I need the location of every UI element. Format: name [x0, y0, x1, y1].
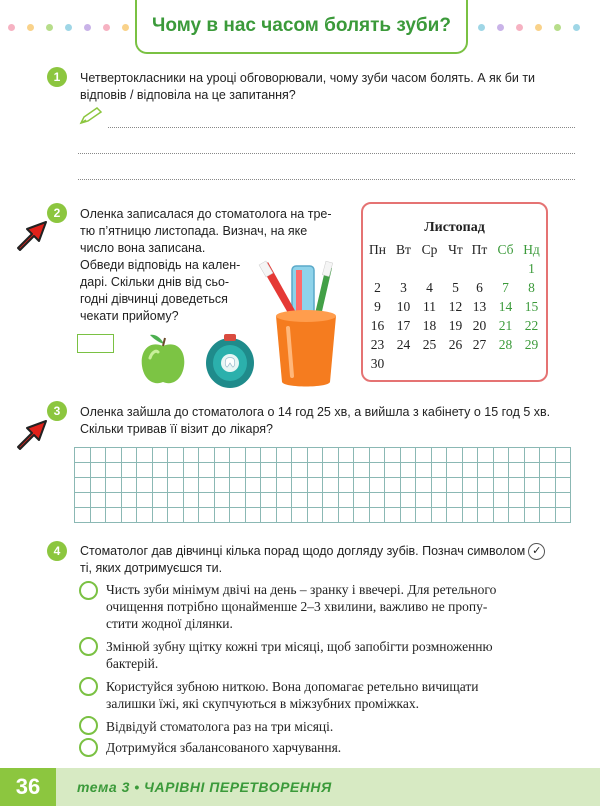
calendar-day[interactable]: 12	[448, 299, 463, 314]
grid-cell[interactable]	[432, 463, 448, 478]
calendar-day[interactable]: 29	[524, 337, 539, 352]
grid-cell[interactable]	[153, 508, 169, 523]
grid-cell[interactable]	[385, 493, 401, 508]
grid-cell[interactable]	[370, 463, 386, 478]
grid-cell[interactable]	[540, 508, 556, 523]
grid-cell[interactable]	[122, 508, 138, 523]
calendar-weekday: Вт	[396, 242, 411, 257]
calendar-day[interactable]: 14	[498, 299, 513, 314]
calendar-weekday: Нд	[523, 242, 540, 257]
grid-cell[interactable]	[494, 493, 510, 508]
task-1-line: Четвертокласники на уроці обговорювали, чому зуби часом болять. А як би ти	[80, 71, 536, 85]
grid-cell[interactable]	[91, 448, 107, 463]
arrow-icon	[14, 218, 50, 252]
grid-cell[interactable]	[494, 508, 510, 523]
calendar-day[interactable]: 6	[476, 280, 483, 295]
grid-cell[interactable]	[339, 463, 355, 478]
calendar-day[interactable]: 9	[374, 299, 381, 314]
grid-cell[interactable]	[292, 448, 308, 463]
grid-cell[interactable]	[308, 493, 324, 508]
grid-cell[interactable]	[246, 508, 262, 523]
grid-cell[interactable]	[478, 463, 494, 478]
task-4-line: ті, яких дотримуєшся ти.	[80, 561, 223, 576]
answer-grid[interactable]	[74, 447, 571, 523]
option-line: Відвідуй стоматолога раз на три місяці.	[106, 719, 334, 734]
grid-cell[interactable]	[215, 508, 231, 523]
grid-cell[interactable]	[463, 493, 479, 508]
calendar-day[interactable]: 27	[472, 337, 487, 352]
grid-cell[interactable]	[199, 463, 215, 478]
calendar-day[interactable]: 11	[423, 299, 436, 314]
grid-cell[interactable]	[339, 478, 355, 493]
grid-cell[interactable]	[339, 508, 355, 523]
grid-cell[interactable]	[199, 478, 215, 493]
answer-line[interactable]	[78, 179, 575, 180]
grid-cell[interactable]	[246, 463, 262, 478]
grid-cell[interactable]	[478, 508, 494, 523]
grid-cell[interactable]	[261, 508, 277, 523]
grid-cell[interactable]	[370, 448, 386, 463]
page-title: Чому в нас часом болять зуби?	[152, 15, 451, 36]
calendar-weekday: Сб	[497, 242, 514, 257]
dot	[8, 24, 15, 31]
grid-cell[interactable]	[432, 448, 448, 463]
grid-cell[interactable]	[401, 478, 417, 493]
task-2-line: Обведи відповідь на кален-	[80, 258, 241, 272]
grid-cell[interactable]	[168, 463, 184, 478]
calendar	[361, 202, 548, 382]
grid-cell[interactable]	[230, 508, 246, 523]
grid-cell[interactable]	[199, 493, 215, 508]
grid-cell[interactable]	[385, 448, 401, 463]
footer-topic: тема 3 • ЧАРІВНІ ПЕРЕТВОРЕННЯ	[77, 779, 332, 795]
grid-cell[interactable]	[153, 493, 169, 508]
grid-cell[interactable]	[463, 448, 479, 463]
grid-cell[interactable]	[339, 448, 355, 463]
calendar-day[interactable]: 5	[452, 280, 459, 295]
grid-cell[interactable]	[106, 508, 122, 523]
calendar-day[interactable]: 22	[524, 318, 539, 333]
grid-cell[interactable]	[308, 463, 324, 478]
dot	[573, 24, 580, 31]
task-number-3: 3	[47, 401, 67, 421]
calendar-weekday: Ср	[421, 242, 438, 257]
dot	[84, 24, 91, 31]
calendar-day[interactable]: 20	[472, 318, 487, 333]
grid-cell[interactable]	[137, 448, 153, 463]
grid-cell[interactable]	[463, 508, 479, 523]
grid-cell[interactable]	[184, 448, 200, 463]
grid-cell[interactable]	[401, 493, 417, 508]
grid-cell[interactable]	[525, 463, 541, 478]
dot	[27, 24, 34, 31]
task-number-1: 1	[47, 67, 67, 87]
grid-cell[interactable]	[416, 448, 432, 463]
task-3-line: Оленка зайшла до стоматолога о 14 год 25 хв, а вийшла з кабінету о 15 год 5 хв.	[80, 405, 551, 419]
option-line: бактерій.	[106, 656, 159, 671]
dot	[554, 24, 561, 31]
grid-cell[interactable]	[416, 493, 432, 508]
calendar-day[interactable]: 21	[498, 318, 513, 333]
grid-cell[interactable]	[323, 478, 339, 493]
grid-cell[interactable]	[509, 448, 525, 463]
grid-cell[interactable]	[230, 493, 246, 508]
grid-cell[interactable]	[354, 463, 370, 478]
option-line: Чисть зуби мінімум двічі на день – зранку і ввечері. Для ретельного	[106, 582, 497, 597]
option-line: залишки їжі, які скупчуються в міжзубних проміжках.	[106, 696, 420, 711]
grid-cell[interactable]	[416, 508, 432, 523]
calendar-day[interactable]: 15	[524, 299, 539, 314]
grid-cell[interactable]	[168, 508, 184, 523]
calendar-day[interactable]: 3	[400, 280, 407, 295]
answer-line[interactable]	[78, 153, 575, 154]
arrow-icon	[14, 417, 50, 451]
grid-cell[interactable]	[525, 478, 541, 493]
grid-cell[interactable]	[478, 493, 494, 508]
grid-cell[interactable]	[401, 448, 417, 463]
calendar-day[interactable]: 18	[422, 318, 437, 333]
answer-line[interactable]	[108, 127, 575, 128]
grid-cell[interactable]	[354, 478, 370, 493]
grid-cell[interactable]	[75, 448, 91, 463]
grid-cell[interactable]	[199, 448, 215, 463]
task-1-text	[80, 70, 580, 104]
calendar-day[interactable]: 28	[498, 337, 513, 352]
grid-cell[interactable]	[494, 463, 510, 478]
grid-cell[interactable]	[540, 493, 556, 508]
grid-cell[interactable]	[509, 463, 525, 478]
grid-cell[interactable]	[215, 493, 231, 508]
grid-cell[interactable]	[122, 493, 138, 508]
grid-cell[interactable]	[122, 463, 138, 478]
calendar-day[interactable]: 19	[448, 318, 463, 333]
grid-cell[interactable]	[494, 448, 510, 463]
option-line: Змінюй зубну щітку кожні три місяці, щоб запобігти розмноженню	[106, 639, 493, 654]
option-checkbox[interactable]	[79, 716, 98, 735]
grid-cell[interactable]	[463, 463, 479, 478]
grid-cell[interactable]	[75, 493, 91, 508]
grid-cell[interactable]	[540, 478, 556, 493]
calendar-day[interactable]: 7	[502, 280, 509, 295]
decorative-dots-left	[8, 24, 148, 31]
option-text	[106, 678, 479, 712]
grid-cell[interactable]	[215, 478, 231, 493]
grid-cell[interactable]	[308, 448, 324, 463]
grid-cell[interactable]	[385, 478, 401, 493]
grid-cell[interactable]	[277, 508, 293, 523]
grid-cell[interactable]	[525, 493, 541, 508]
calendar-day[interactable]: 2	[374, 280, 381, 295]
task-2-line: число вона записана.	[80, 241, 206, 255]
grid-cell[interactable]	[106, 493, 122, 508]
grid-cell[interactable]	[447, 493, 463, 508]
grid-cell[interactable]	[509, 493, 525, 508]
grid-cell[interactable]	[106, 478, 122, 493]
option-text	[106, 718, 333, 735]
grid-cell[interactable]	[308, 478, 324, 493]
option-line: Дотримуйся збалансованого харчування.	[106, 740, 342, 755]
grid-cell[interactable]	[556, 493, 572, 508]
option-checkbox[interactable]	[79, 581, 98, 600]
calendar-day[interactable]: 30	[370, 356, 385, 371]
grid-cell[interactable]	[540, 448, 556, 463]
grid-cell[interactable]	[323, 508, 339, 523]
grid-cell[interactable]	[261, 463, 277, 478]
grid-cell[interactable]	[385, 463, 401, 478]
grid-cell[interactable]	[106, 463, 122, 478]
grid-cell[interactable]	[137, 508, 153, 523]
grid-cell[interactable]	[323, 448, 339, 463]
grid-cell[interactable]	[354, 508, 370, 523]
calendar-day[interactable]: 10	[396, 299, 411, 314]
dot	[497, 24, 504, 31]
calendar-day[interactable]: 4	[426, 280, 433, 295]
grid-cell[interactable]	[339, 493, 355, 508]
grid-cell[interactable]	[509, 508, 525, 523]
grid-cell[interactable]	[556, 508, 572, 523]
grid-cell[interactable]	[215, 448, 231, 463]
grid-cell[interactable]	[153, 478, 169, 493]
grid-cell[interactable]	[75, 478, 91, 493]
grid-cell[interactable]	[153, 448, 169, 463]
grid-cell[interactable]	[292, 493, 308, 508]
task-2-line: годні дівчинці доведеться	[80, 292, 228, 306]
task-2-line: чекати прийому?	[80, 309, 179, 323]
decorative-dots-right	[478, 24, 580, 31]
grid-cell[interactable]	[277, 493, 293, 508]
task-4-text	[80, 543, 590, 577]
grid-cell[interactable]	[261, 493, 277, 508]
grid-cell[interactable]	[137, 493, 153, 508]
grid-cell[interactable]	[277, 448, 293, 463]
grid-cell[interactable]	[91, 508, 107, 523]
option-checkbox[interactable]	[79, 677, 98, 696]
calendar-title: Листопад	[424, 220, 485, 235]
grid-cell[interactable]	[354, 493, 370, 508]
task-1-line: відповів / відповіла на це запитання?	[80, 88, 296, 102]
grid-cell[interactable]	[230, 478, 246, 493]
grid-cell[interactable]	[246, 493, 262, 508]
calendar-day[interactable]: 17	[396, 318, 411, 333]
dot	[478, 24, 485, 31]
option-line: очищення потрібно щонайменше 2–3 хвилини, важливо не пропу-	[106, 599, 488, 614]
grid-cell[interactable]	[230, 448, 246, 463]
grid-cell[interactable]	[292, 508, 308, 523]
grid-cell[interactable]	[91, 463, 107, 478]
grid-cell[interactable]	[153, 463, 169, 478]
calendar-weekday: Пт	[471, 242, 488, 257]
page-number: 36	[0, 768, 56, 806]
grid-cell[interactable]	[246, 448, 262, 463]
calendar-day[interactable]: 26	[448, 337, 463, 352]
grid-cell[interactable]	[261, 448, 277, 463]
option-checkbox[interactable]	[79, 637, 98, 656]
grid-cell[interactable]	[478, 448, 494, 463]
grid-cell[interactable]	[556, 463, 572, 478]
grid-cell[interactable]	[401, 463, 417, 478]
grid-cell[interactable]	[184, 463, 200, 478]
grid-cell[interactable]	[75, 508, 91, 523]
task-2-line: тю п’ятницю листопада. Визнач, на яке	[80, 224, 308, 238]
option-text	[106, 739, 341, 756]
grid-cell[interactable]	[370, 508, 386, 523]
option-line: стити жодної ділянки.	[106, 616, 233, 631]
toothbrush-cup-icon	[258, 258, 358, 390]
dot	[103, 24, 110, 31]
grid-cell[interactable]	[277, 463, 293, 478]
check-symbol-icon	[528, 543, 545, 560]
dot	[65, 24, 72, 31]
grid-cell[interactable]	[556, 448, 572, 463]
grid-cell[interactable]	[184, 478, 200, 493]
dot	[535, 24, 542, 31]
grid-cell[interactable]	[168, 478, 184, 493]
pencil-icon	[78, 106, 104, 126]
grid-cell[interactable]	[261, 478, 277, 493]
grid-cell[interactable]	[106, 448, 122, 463]
grid-cell[interactable]	[416, 478, 432, 493]
calendar-day[interactable]: 23	[370, 337, 385, 352]
grid-cell[interactable]	[91, 478, 107, 493]
calendar-day[interactable]: 16	[370, 318, 385, 333]
dental-floss-icon	[202, 332, 258, 390]
grid-cell[interactable]	[416, 463, 432, 478]
grid-cell[interactable]	[122, 448, 138, 463]
grid-cell[interactable]	[122, 478, 138, 493]
grid-cell[interactable]	[463, 478, 479, 493]
task-number-4: 4	[47, 541, 67, 561]
grid-cell[interactable]	[323, 493, 339, 508]
calendar-day[interactable]: 24	[396, 337, 411, 352]
calendar-weekday: Чт	[448, 242, 463, 257]
grid-cell[interactable]	[277, 478, 293, 493]
calendar-day[interactable]: 25	[422, 337, 437, 352]
grid-cell[interactable]	[230, 463, 246, 478]
grid-cell[interactable]	[478, 478, 494, 493]
grid-cell[interactable]	[432, 508, 448, 523]
calendar-day[interactable]: 8	[528, 280, 535, 295]
grid-cell[interactable]	[556, 478, 572, 493]
grid-cell[interactable]	[323, 463, 339, 478]
grid-cell[interactable]	[401, 508, 417, 523]
grid-cell[interactable]	[199, 508, 215, 523]
grid-cell[interactable]	[385, 508, 401, 523]
option-line: Користуйся зубною ниткою. Вона допомагає ретельно вичищати	[106, 679, 479, 694]
task-number-2: 2	[47, 203, 67, 223]
grid-cell[interactable]	[447, 463, 463, 478]
task-2-line: дарі. Скільки днів від сьо-	[80, 275, 230, 289]
grid-cell[interactable]	[432, 493, 448, 508]
grid-cell[interactable]	[354, 448, 370, 463]
task-3-text	[80, 404, 590, 438]
grid-cell[interactable]	[525, 448, 541, 463]
grid-cell[interactable]	[447, 448, 463, 463]
option-text	[106, 638, 493, 672]
apple-icon	[138, 330, 188, 388]
grid-cell[interactable]	[137, 463, 153, 478]
option-checkbox[interactable]	[79, 738, 98, 757]
grid-cell[interactable]	[292, 463, 308, 478]
grid-cell[interactable]	[91, 493, 107, 508]
page-title-box	[135, 0, 468, 54]
grid-cell[interactable]	[168, 448, 184, 463]
grid-cell[interactable]	[447, 508, 463, 523]
answer-box[interactable]	[77, 334, 114, 353]
grid-cell[interactable]	[292, 478, 308, 493]
task-3-line: Скільки тривав її візит до лікаря?	[80, 422, 273, 436]
grid-cell[interactable]	[184, 493, 200, 508]
grid-cell[interactable]	[137, 478, 153, 493]
task-4-line: Стоматолог дав дівчинці кілька порад щодо догляду зубів. Познач символом	[80, 544, 526, 558]
grid-cell[interactable]	[308, 508, 324, 523]
grid-cell[interactable]	[168, 493, 184, 508]
grid-cell[interactable]	[494, 478, 510, 493]
dot	[122, 24, 129, 31]
grid-cell[interactable]	[432, 478, 448, 493]
grid-cell[interactable]	[370, 478, 386, 493]
check-mark: ✓	[532, 545, 542, 558]
calendar-day[interactable]: 13	[472, 299, 487, 314]
grid-cell[interactable]	[184, 508, 200, 523]
dot	[516, 24, 523, 31]
calendar-day[interactable]: 1	[528, 261, 535, 276]
grid-cell[interactable]	[525, 508, 541, 523]
calendar-weekday: Пн	[369, 242, 386, 257]
grid-cell[interactable]	[540, 463, 556, 478]
option-text	[106, 581, 496, 632]
grid-cell[interactable]	[246, 478, 262, 493]
dot	[46, 24, 53, 31]
grid-cell[interactable]	[447, 478, 463, 493]
grid-cell[interactable]	[75, 463, 91, 478]
task-2-line: Оленка записалася до стоматолога на тре-	[80, 207, 332, 221]
grid-cell[interactable]	[509, 478, 525, 493]
grid-cell[interactable]	[215, 463, 231, 478]
grid-cell[interactable]	[370, 493, 386, 508]
